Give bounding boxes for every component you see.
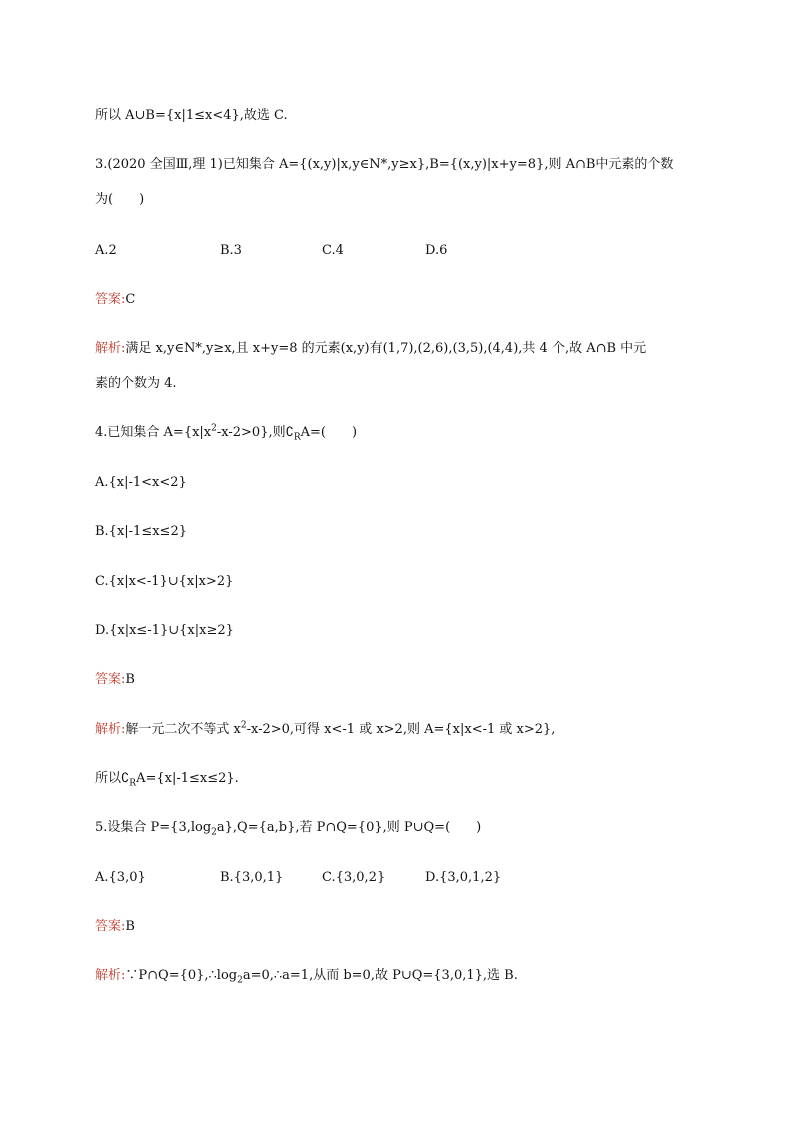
q3-option-c: C.4 xyxy=(322,243,344,258)
q5-analysis-label: 解析: xyxy=(95,968,126,983)
q4-stem-subscript: R xyxy=(293,432,301,443)
q3-answer-value: C xyxy=(125,292,136,307)
q5-answer xyxy=(95,919,135,935)
q3-stem-line2: 为( ) xyxy=(95,192,145,207)
q3-analysis-text: 满足 x,y∈N*,y≥x,且 x+y=8 的元素(x,y)有(1,7),(2,6),(3,5),(4,4),共 4 个,故 A∩B 中元 xyxy=(125,341,647,356)
q5-option-c: C.{3,0,2} xyxy=(322,870,386,885)
q3-option-a: A.2 xyxy=(95,243,117,258)
q4-answer xyxy=(95,672,135,688)
q3-analysis-line2: 素的个数为 4. xyxy=(95,376,177,391)
q5-stem-post: a},Q={a,b},若 P∩Q={0},则 P∪Q=( ) xyxy=(216,820,482,835)
q5-analysis-pre: ∵P∩Q={0},∴log xyxy=(125,968,238,983)
q5-stem-pre: 5.设集合 P={3,log xyxy=(95,820,212,835)
q4-option-a: A.{x|-1<x<2} xyxy=(95,475,187,490)
q5-analysis-subscript: 2 xyxy=(237,975,243,986)
q4-stem xyxy=(95,425,357,441)
q5-option-d: D.{3,0,1,2} xyxy=(425,870,502,885)
q3-analysis-line1 xyxy=(95,341,646,357)
q5-answer-value: B xyxy=(125,919,135,934)
q4-conclusion-post: A={x|-1≤x≤2}. xyxy=(136,771,239,786)
q4-conclusion xyxy=(95,771,239,787)
q5-answer-label: 答案: xyxy=(95,919,126,934)
q4-stem-post: A=( ) xyxy=(300,425,358,440)
q4-answer-value: B xyxy=(125,672,135,687)
q5-analysis-post: a=0,∴a=1,从而 b=0,故 P∪Q={3,0,1},选 B. xyxy=(242,968,518,983)
q5-analysis xyxy=(95,968,518,984)
q3-option-d: D.6 xyxy=(425,243,448,258)
q3-analysis-label: 解析: xyxy=(95,341,126,356)
q4-stem-exponent: 2 xyxy=(211,423,217,434)
q4-stem-mid: -x-2>0},则∁ xyxy=(216,425,294,440)
prev-conclusion: 所以 A∪B={x|1≤x<4},故选 C. xyxy=(95,108,288,123)
q3-answer-label: 答案: xyxy=(95,292,126,307)
q4-conclusion-subscript: R xyxy=(129,778,137,789)
q4-analysis-label: 解析: xyxy=(95,722,126,737)
q4-option-b: B.{x|-1≤x≤2} xyxy=(95,524,187,539)
q4-analysis-pre: 解一元二次不等式 x xyxy=(125,722,241,737)
q5-option-b: B.{3,0,1} xyxy=(220,870,284,885)
q4-analysis-exponent: 2 xyxy=(240,720,247,731)
q4-analysis-line1 xyxy=(95,722,555,738)
q4-option-d: D.{x|x≤-1}∪{x|x≥2} xyxy=(95,623,234,638)
q3-option-b: B.3 xyxy=(220,243,242,258)
q5-option-a: A.{3,0} xyxy=(95,870,146,885)
q4-conclusion-pre: 所以∁ xyxy=(95,771,130,786)
q4-answer-label: 答案: xyxy=(95,672,126,687)
q5-stem xyxy=(95,820,481,836)
q3-stem-line1: 3.(2020 全国Ⅲ,理 1)已知集合 A={(x,y)|x,y∈N*,y≥x},B={(x,y)|x+y=8},则 A∩B中元素的个数 xyxy=(95,157,674,172)
q4-stem-pre: 4.已知集合 A={x|x xyxy=(95,425,212,440)
q4-analysis-post: -x-2>0,可得 x<-1 或 x>2,则 A={x|x<-1 或 x>2}, xyxy=(246,722,556,737)
q5-stem-subscript: 2 xyxy=(211,827,217,838)
q4-option-c: C.{x|x<-1}∪{x|x>2} xyxy=(95,574,234,589)
q3-answer xyxy=(95,292,135,308)
